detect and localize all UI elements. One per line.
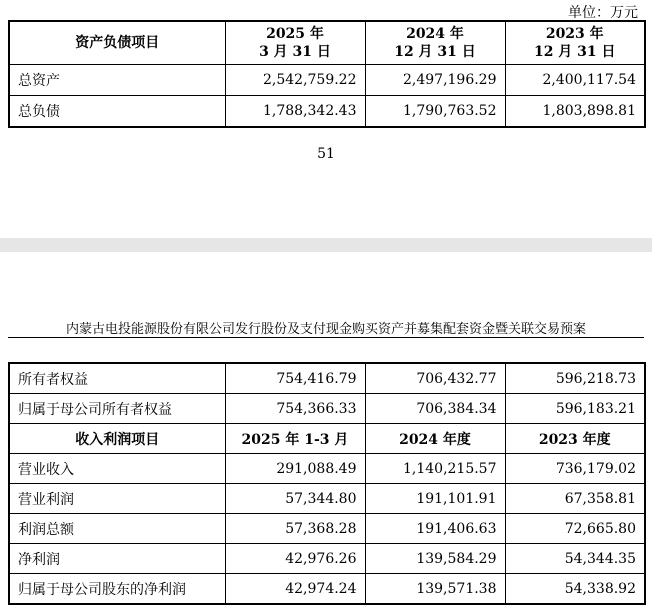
page-number: 51	[317, 146, 335, 162]
cell-value: 2,542,759.22	[225, 65, 365, 96]
cell-value: 706,432.77	[365, 363, 505, 394]
table-row	[9, 484, 645, 514]
table-row	[9, 454, 645, 484]
header-date: 12 月 31 日	[533, 44, 616, 60]
row-label: 利润总额	[9, 514, 225, 544]
cell-value: 54,344.35	[505, 544, 645, 574]
cell-value: 736,179.02	[505, 454, 645, 484]
row-label: 净利润	[9, 544, 225, 574]
unit-label: 单位：万元	[568, 5, 638, 21]
document-title: 内蒙古电投能源股份有限公司发行股份及支付现金购买资产并募集配套资金暨关联交易预案	[65, 322, 586, 337]
cell-value: 42,976.26	[225, 544, 365, 574]
row-label: 总资产	[9, 65, 225, 96]
header-item: 收入利润项目	[9, 424, 225, 454]
cell-value: 67,358.81	[505, 484, 645, 514]
row-label: 所有者权益	[9, 363, 225, 394]
header-year: 2023 年	[545, 26, 604, 42]
header-date: 12 月 31 日	[394, 44, 476, 60]
cell-value: 1,790,763.52	[365, 96, 505, 128]
header-col: 2024 年度	[365, 424, 505, 454]
cell-value: 2,400,117.54	[505, 65, 645, 96]
cell-value: 706,384.34	[365, 394, 505, 424]
table-row	[9, 514, 645, 544]
cell-value: 1,140,215.57	[365, 454, 505, 484]
cell-value: 57,344.80	[225, 484, 365, 514]
cell-value: 596,218.73	[505, 363, 645, 394]
cell-value: 57,368.28	[225, 514, 365, 544]
cell-value: 291,088.49	[225, 454, 365, 484]
cell-value: 42,974.24	[225, 574, 365, 605]
cell-value: 1,788,342.43	[225, 96, 365, 128]
table-row	[9, 96, 645, 128]
table-row	[9, 65, 645, 96]
header-item: 资产负债项目	[9, 21, 225, 65]
header-year: 2024 年	[406, 26, 464, 42]
cell-value: 754,416.79	[225, 363, 365, 394]
cell-value: 1,803,898.81	[505, 96, 645, 128]
cell-value: 72,665.80	[505, 514, 645, 544]
income-header-row	[9, 424, 645, 454]
table-header-row	[9, 21, 645, 65]
row-label: 归属于母公司股东的净利润	[9, 574, 225, 605]
header-year: 2025 年	[266, 26, 324, 42]
balance-sheet-table	[8, 20, 646, 128]
financial-summary-table	[8, 362, 646, 605]
header-col	[365, 21, 505, 65]
header-col	[505, 21, 645, 65]
cell-value: 191,406.63	[365, 514, 505, 544]
table-row	[9, 394, 645, 424]
cell-value: 54,338.92	[505, 574, 645, 605]
row-label: 营业利润	[9, 484, 225, 514]
cell-value: 191,101.91	[365, 484, 505, 514]
table-row	[9, 574, 645, 605]
row-label: 总负债	[9, 96, 225, 128]
title-rule	[8, 337, 644, 338]
cell-value: 596,183.21	[505, 394, 645, 424]
cell-value: 754,366.33	[225, 394, 365, 424]
cell-value: 139,571.38	[365, 574, 505, 605]
cell-value: 2,497,196.29	[365, 65, 505, 96]
row-label: 归属于母公司所有者权益	[9, 394, 225, 424]
table-row	[9, 363, 645, 394]
row-label: 营业收入	[9, 454, 225, 484]
header-date: 3 月 31 日	[259, 44, 331, 60]
table-row	[9, 544, 645, 574]
header-col	[225, 21, 365, 65]
header-col: 2023 年度	[505, 424, 645, 454]
page-break	[0, 238, 652, 252]
cell-value: 139,584.29	[365, 544, 505, 574]
header-col: 2025 年 1-3 月	[225, 424, 365, 454]
